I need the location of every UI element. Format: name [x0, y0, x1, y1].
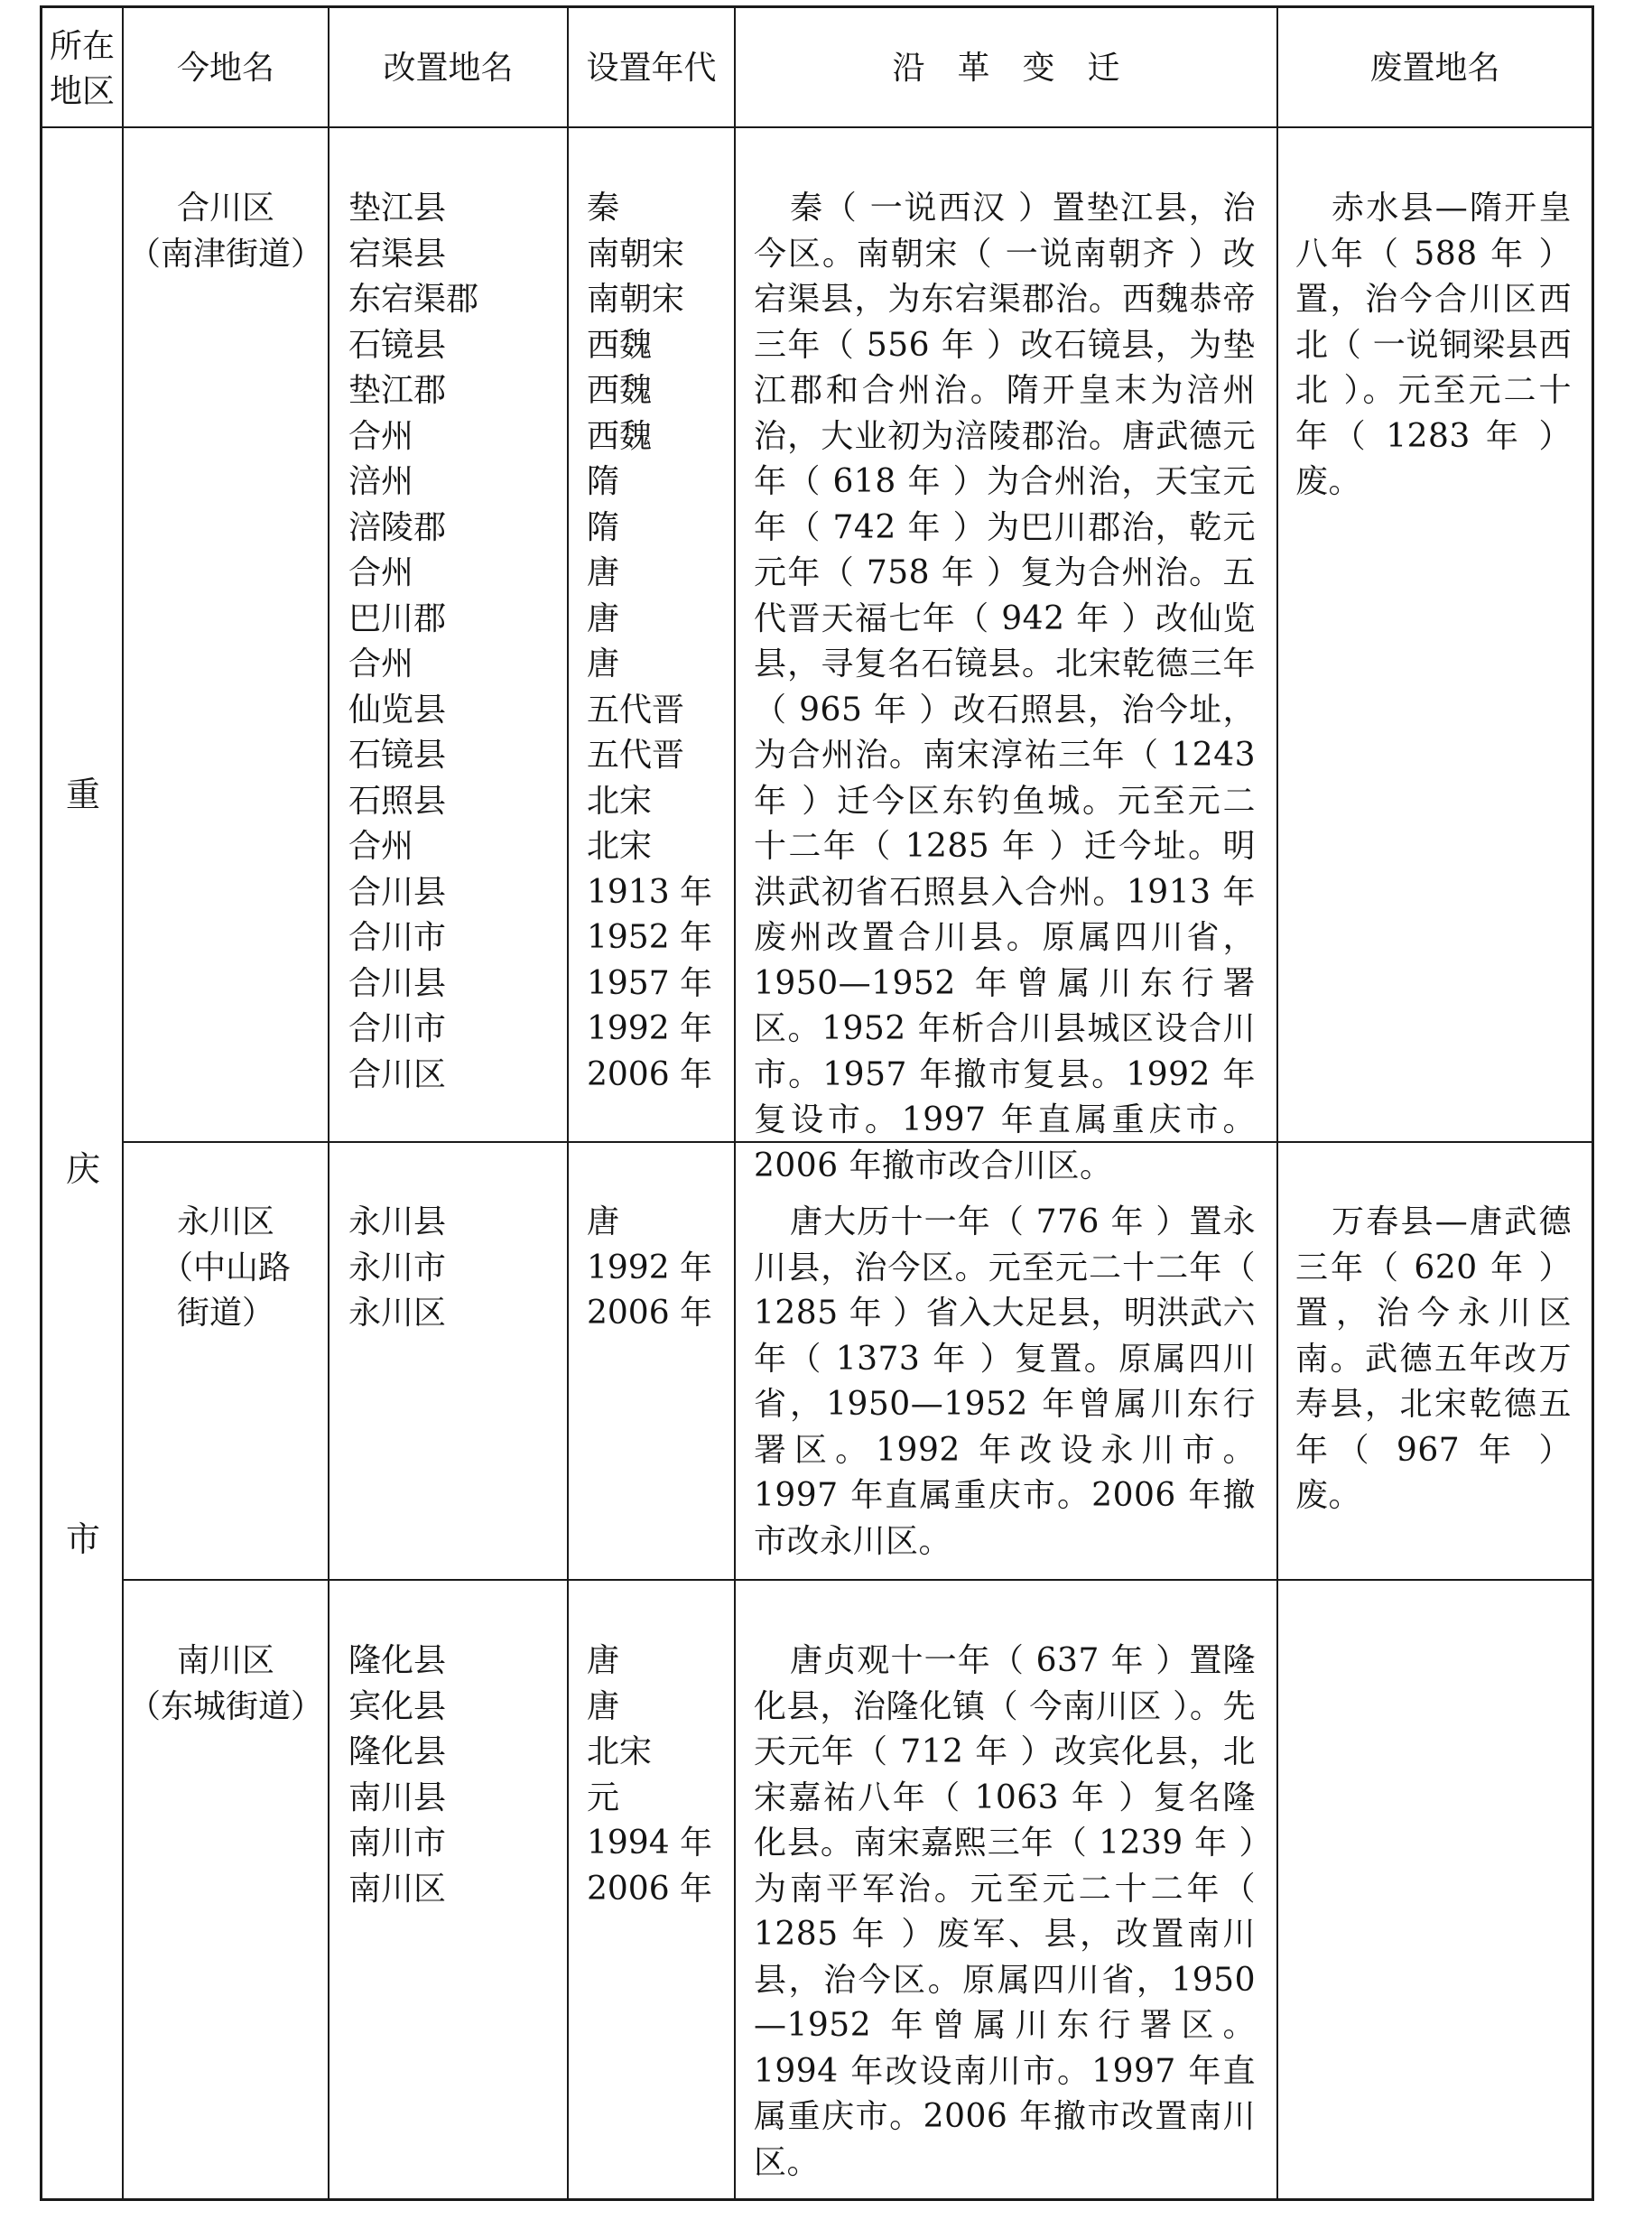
list-item: 合州 — [348, 645, 414, 683]
row1-abolished: 赤水县—隋开皇八年（ 588 年 ）置，治今合川区西北（ 一说铜梁县西北 ）。元至元二十年（ 1283 年 ）废。 — [1295, 190, 1572, 500]
list-item: 巴川郡 — [348, 599, 447, 637]
list-item: 2006 年 — [587, 1870, 713, 1908]
header-established: 设置年代 — [586, 50, 717, 87]
list-item: 1994 年 — [587, 1825, 713, 1862]
row3-current-name — [124, 1639, 328, 1730]
list-item: 合川县 — [348, 873, 447, 911]
row3-established — [587, 1639, 731, 1912]
row3-current-name-line1: 南川区 — [176, 1642, 274, 1679]
row1-changed-names — [348, 186, 556, 1098]
list-item: 东宕渠郡 — [348, 281, 479, 318]
list-item: 仙览县 — [348, 691, 447, 729]
row2-current-name-line1: 永川区 — [176, 1203, 274, 1240]
list-item: 合州 — [348, 554, 414, 591]
list-item: 1913 年 — [587, 873, 713, 911]
col-divider-4 — [734, 8, 736, 2198]
col-divider-3 — [567, 8, 569, 2198]
row1-current-name-line1: 合川区 — [176, 190, 274, 227]
row3-history: 唐贞观十一年（ 637 年 ）置隆化县，治隆化镇（ 今南川区 ）。先天元年（ 712 年 ）改宾化县，北宋嘉祐八年（ 1063 年 ）复名隆化县。南宋嘉熙三年（ 1239 年 ）为南平军治。元至元二十二年（ 1285 年 ）废军、县，改置南川县，治今区。原属四川省，1950—1952 年曾属川东行署区。1994 年改设南川市。1997 年直属重庆市。2006 年撤市改置南川区。 — [754, 1642, 1256, 2181]
list-item: 涪州 — [348, 463, 414, 500]
list-item: 宾化县 — [348, 1687, 447, 1725]
region-char-2: 庆 — [66, 1149, 101, 1189]
list-item: 石镜县 — [348, 737, 447, 774]
list-item: 合川市 — [348, 919, 447, 956]
list-item: 北宋 — [587, 1733, 653, 1770]
gazetteer-table — [40, 5, 1594, 2201]
row-divider-2 — [123, 1579, 1592, 1581]
list-item: 唐 — [587, 1203, 620, 1240]
list-item: 五代晋 — [587, 737, 685, 774]
row2-established — [587, 1200, 731, 1337]
region-char-1: 重 — [66, 775, 101, 814]
list-item: 垫江郡 — [348, 372, 447, 409]
list-item: 永川区 — [348, 1295, 447, 1332]
list-item: 唐 — [587, 1642, 620, 1679]
list-item: 北宋 — [587, 782, 653, 820]
list-item: 唐 — [587, 1687, 620, 1725]
row1-current-name-line2: （南津街道） — [127, 235, 323, 273]
list-item: 合川县 — [348, 964, 447, 1002]
list-item: 南川市 — [348, 1825, 447, 1862]
list-item: 石镜县 — [348, 326, 447, 364]
list-item: 石照县 — [348, 782, 447, 820]
header-current-name: 今地名 — [176, 50, 274, 87]
col-divider-5 — [1276, 8, 1278, 2198]
row1-current-name — [124, 186, 328, 277]
row2-abolished: 万春县—唐武德三年（ 620 年 ）置，治今永川区南。武德五年改万寿县，北宋乾德五年（ 967 年 ）废。 — [1295, 1203, 1572, 1514]
list-item: 西魏 — [587, 372, 653, 409]
col-divider-1 — [122, 8, 124, 2198]
list-item: 合川市 — [348, 1010, 447, 1047]
list-item: 南朝宋 — [587, 235, 685, 273]
list-item: 南川区 — [348, 1870, 447, 1908]
list-item: 北宋 — [587, 828, 653, 865]
row2-current-name-line3: 街道） — [176, 1295, 274, 1332]
list-item: 1957 年 — [587, 964, 713, 1002]
row2-changed-names — [348, 1200, 556, 1337]
row1-established — [587, 186, 731, 1098]
header-history: 沿 革 变 迁 — [892, 50, 1120, 87]
list-item: 1952 年 — [587, 919, 713, 956]
row2-history: 唐大历十一年（ 776 年 ）置永川县，治今区。元至元二十二年（ 1285 年 ）省入大足县，明洪武六年（ 1373 年 ）复置。原属四川省，1950—1952 年曾属川东行署区。1992 年改设永川市。1997 年直属重庆市。2006 年撤市改永川区。 — [754, 1203, 1256, 1560]
list-item: 合川区 — [348, 1055, 447, 1093]
list-item: 西魏 — [587, 417, 653, 455]
row1-history: 秦（ 一说西汉 ）置垫江县，治今区。南朝宋（ 一说南朝齐 ）改宕渠县，为东宕渠郡治。西魏恭帝三年（ 556 年 ）改石镜县，为垫江郡和合州治。隋开皇末为涪州治，大业初为涪陵郡治。唐武德元年（ 618 年 ）为合州治，天宝元年（ 742 年 ）为巴川郡治，乾元元年（ 758 年 ）复为合州治。五代晋天福七年（ 942 年 ）改仙览县，寻复名石镜县。北宋乾德三年（ 965 年 ）改石照县，治今址，为合州治。南宋淳祐三年（ 1243 年 ）迁今区东钓鱼城。元至元二十二年（ 1285 年 ）迁今址。明洪武初省石照县入合州。1913 年废州改置合川县。原属四川省，1950—1952 年曾属川东行署区。1952 年析合川县城区设合川市。1957 年撤市复县。1992 年复设市。1997 年直属重庆市。2006 年撤市改合川区。 — [754, 190, 1256, 1184]
list-item: 合州 — [348, 417, 414, 455]
col-divider-2 — [328, 8, 329, 2198]
header-divider — [42, 126, 1592, 128]
row3-current-name-line2: （东城街道） — [127, 1687, 323, 1725]
list-item: 永川市 — [348, 1249, 447, 1286]
list-item: 隆化县 — [348, 1733, 447, 1770]
header-region: 所在 地区 — [49, 28, 115, 110]
region-char-3: 市 — [66, 1519, 101, 1559]
list-item: 永川县 — [348, 1203, 447, 1240]
list-item: 唐 — [587, 645, 620, 683]
row3-changed-names — [348, 1639, 556, 1912]
list-item: 元 — [587, 1778, 620, 1816]
list-item: 秦 — [587, 190, 620, 227]
header-abolished: 废置地名 — [1369, 50, 1500, 87]
list-item: 南川县 — [348, 1778, 447, 1816]
row2-current-name — [124, 1200, 328, 1337]
list-item: 1992 年 — [587, 1010, 713, 1047]
list-item: 西魏 — [587, 326, 653, 364]
list-item: 垫江县 — [348, 190, 447, 227]
header-changed-names: 改置地名 — [383, 50, 514, 87]
list-item: 五代晋 — [587, 691, 685, 729]
list-item: 唐 — [587, 554, 620, 591]
list-item: 1992 年 — [587, 1249, 713, 1286]
list-item: 涪陵郡 — [348, 508, 447, 546]
list-item: 隋 — [587, 463, 620, 500]
list-item: 唐 — [587, 599, 620, 637]
list-item: 隆化县 — [348, 1642, 447, 1679]
list-item: 合州 — [348, 828, 414, 865]
row2-current-name-line2: （中山路 — [160, 1249, 291, 1286]
list-item: 2006 年 — [587, 1055, 713, 1093]
list-item: 2006 年 — [587, 1295, 713, 1332]
list-item: 南朝宋 — [587, 281, 685, 318]
list-item: 宕渠县 — [348, 235, 447, 273]
list-item: 隋 — [587, 508, 620, 546]
